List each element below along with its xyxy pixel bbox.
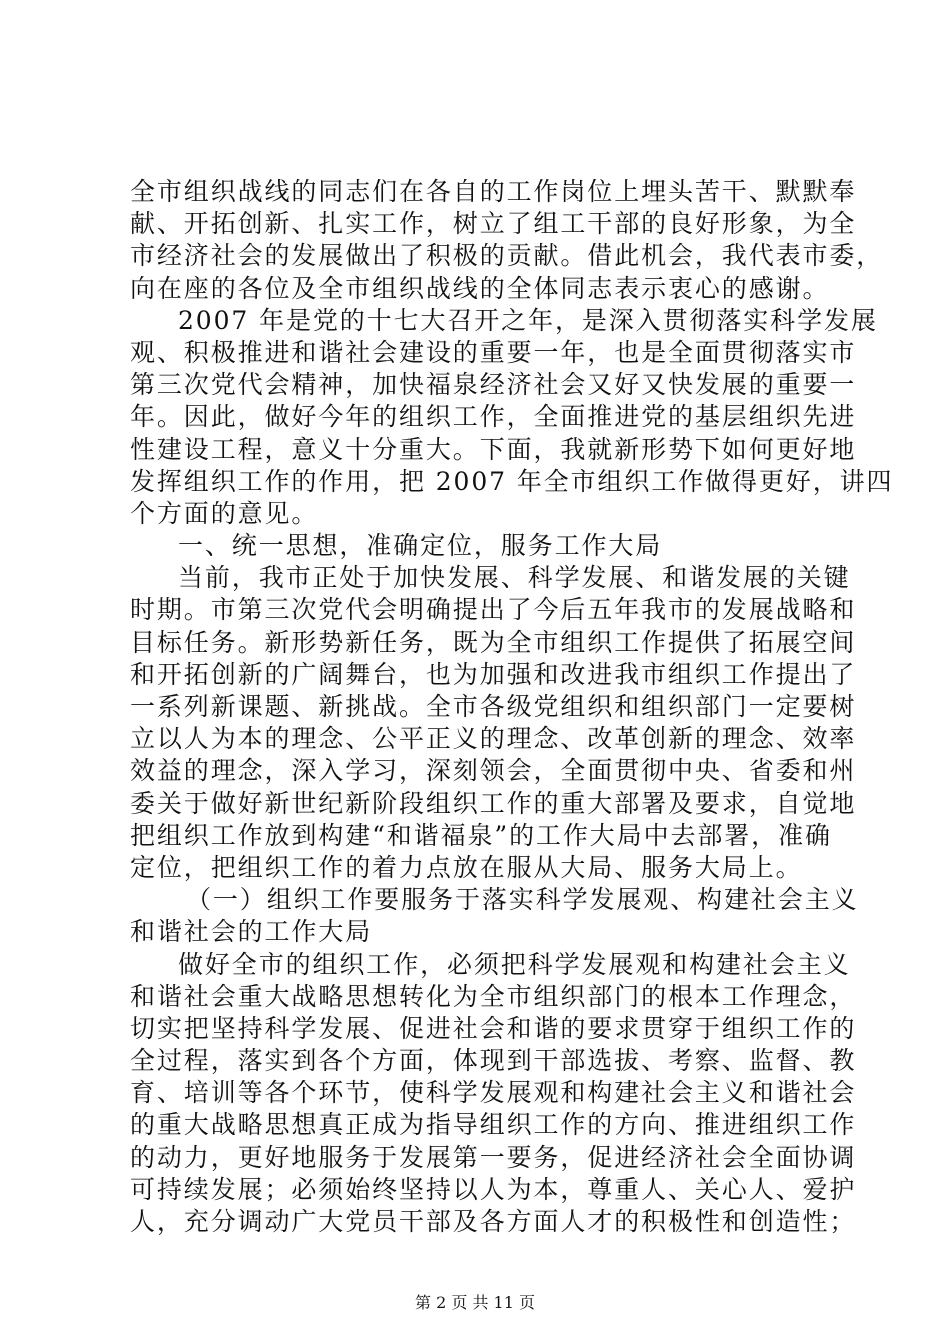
body-line: 献、开拓创新、扎实工作，树立了组工干部的良好形象，为全 — [130, 209, 857, 239]
body-line: 委关于做好新世纪新阶段组织工作的重大部署及要求，自觉地 — [130, 788, 857, 818]
body-line: 向在座的各位及全市组织战线的全体同志表示衷心的感谢。 — [130, 273, 830, 303]
body-line: 可持续发展；必须始终坚持以人为本，尊重人、关心人、爱护 — [130, 1174, 857, 1204]
body-line: 第三次党代会精神，加快福泉经济社会又好又快发展的重要一 — [130, 370, 857, 400]
body-line: 市经济社会的发展做出了积极的贡献。借此机会，我代表市委， — [130, 241, 884, 271]
body-line: 和谐社会重大战略思想转化为全市组织部门的根本工作理念， — [130, 981, 857, 1011]
body-line: 立以人为本的理念、公平正义的理念、改革创新的理念、效率 — [130, 724, 857, 754]
body-line: 育、培训等各个环节，使科学发展观和构建社会主义和谐社会 — [130, 1078, 857, 1108]
body-line: 时期。市第三次党代会明确提出了今后五年我市的发展战略和 — [130, 595, 857, 625]
body-line: 效益的理念，深入学习，深刻领会，全面贯彻中央、省委和州 — [130, 756, 857, 786]
body-line: 的重大战略思想真正成为指导组织工作的方向、推进组织工作 — [130, 1110, 857, 1140]
body-line: 当前，我市正处于加快发展、科学发展、和谐发展的关键 — [178, 563, 851, 593]
body-line: 全过程，落实到各个方面，体现到干部选拔、考察、监督、教 — [130, 1046, 857, 1076]
body-line: 和开拓创新的广阔舞台，也为加强和改进我市组织工作提出了 — [130, 659, 857, 689]
page-footer: 第 2 页 共 11 页 — [415, 1293, 535, 1312]
subsection-heading-cont: 和谐社会的工作大局 — [130, 917, 373, 947]
body-line: 人，充分调动广大党员干部及各方面人才的积极性和创造性； — [130, 1207, 857, 1236]
body-line: 做好全市的组织工作，必须把科学发展观和构建社会主义 — [178, 949, 851, 979]
document-body — [130, 176, 894, 1238]
body-line: 一系列新课题、新挑战。全市各级党组织和组织部门一定要树 — [130, 692, 857, 721]
body-line: 年。因此，做好今年的组织工作，全面推进党的基层组织先进 — [130, 402, 857, 432]
body-line: 把组织工作放到构建“和谐福泉”的工作大局中去部署，准确 — [130, 820, 832, 850]
body-line: 个方面的意见。 — [130, 498, 319, 528]
body-line: 切实把坚持科学发展、促进社会和谐的要求贯穿于组织工作的 — [130, 1013, 857, 1043]
body-line: 发挥组织工作的作用，把 2007 年全市组织工作做得更好，讲四 — [130, 466, 894, 496]
body-line: 2007 年是党的十七大召开之年，是深入贯彻落实科学发展 — [178, 305, 878, 335]
body-line: 的动力，更好地服务于发展第一要务，促进经济社会全面协调 — [130, 1142, 857, 1172]
body-line: 定位，把组织工作的着力点放在服从大局、服务大局上。 — [130, 852, 803, 882]
body-line: 性建设工程，意义十分重大。下面，我就新形势下如何更好地 — [130, 434, 857, 464]
subsection-heading: （一）组织工作要服务于落实科学发展观、构建社会主义 — [186, 885, 859, 915]
body-line: 目标任务。新形势新任务，既为全市组织工作提供了拓展空间 — [130, 627, 857, 657]
body-line: 全市组织战线的同志们在各自的工作岗位上埋头苦干、默默奉 — [130, 177, 857, 206]
section-heading: 一、统一思想，准确定位，服务工作大局 — [178, 531, 663, 561]
body-line: 观、积极推进和谐社会建设的重要一年，也是全面贯彻落实市 — [130, 337, 857, 367]
